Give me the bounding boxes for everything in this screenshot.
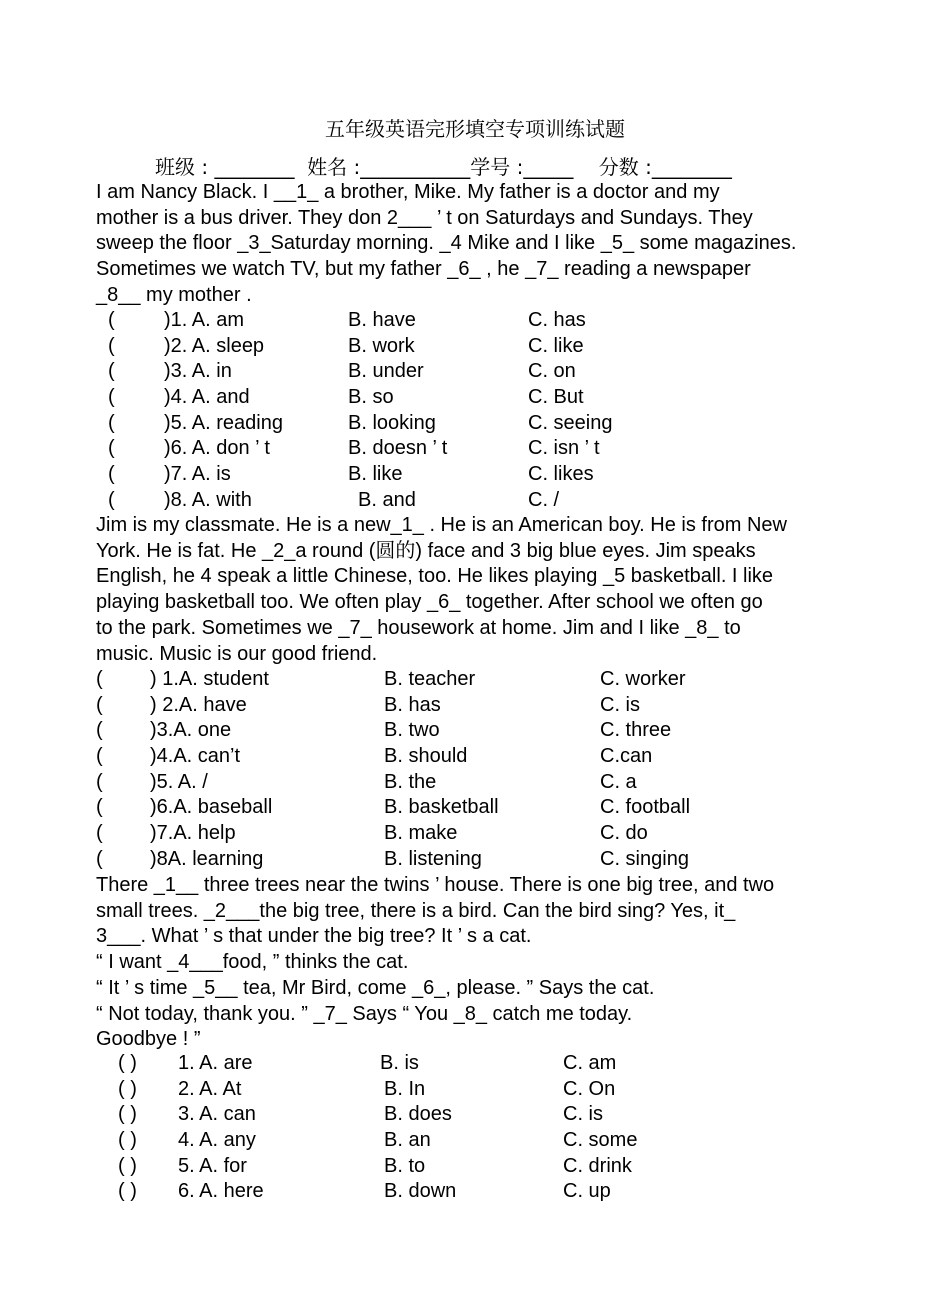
passage-line: “ Not today, thank you. ” _7_ Says “ You _8_ catch me today. xyxy=(96,1002,633,1025)
passage-line: I am Nancy Black. I __1_ a brother, Mike. My father is a doctor and my xyxy=(96,181,720,203)
option-a: 5. A. for xyxy=(178,1154,247,1177)
option-row xyxy=(0,385,950,411)
passage-line: Goodbye ! ” xyxy=(96,1028,201,1051)
option-a: ) 2.A. have xyxy=(150,693,247,716)
passage-1 xyxy=(96,180,946,309)
passage-line: Jim is my classmate. He is a new_1_ . He is an American boy. He is from New xyxy=(96,514,787,536)
option-a: )2. A. sleep xyxy=(164,334,265,357)
passage-line: to the park. Sometimes we _7_ housework at home. Jim and I like _8_ to xyxy=(96,616,741,639)
option-row xyxy=(0,411,950,437)
option-c: C. On xyxy=(563,1077,616,1100)
option-c: C. like xyxy=(528,334,584,357)
option-c: C. three xyxy=(600,719,672,742)
answer-paren: ( xyxy=(96,693,103,716)
option-b: B. basketball xyxy=(384,796,499,819)
answer-paren: ( ) xyxy=(118,1103,137,1126)
option-b: B. have xyxy=(348,309,416,331)
passage-line: “ I want _4___food, ” thinks the cat. xyxy=(96,951,409,974)
option-row xyxy=(0,1051,950,1077)
passage-line: English, he 4 speak a little Chinese, too. He likes playing _5 basketball. I like xyxy=(96,565,774,588)
option-row xyxy=(0,667,950,693)
option-c: C. has xyxy=(528,309,586,331)
option-b: B. work xyxy=(348,334,415,357)
option-row xyxy=(0,1102,950,1128)
answer-paren: ( ) xyxy=(118,1077,137,1100)
option-a: )8. A. with xyxy=(164,488,252,511)
option-b: B. two xyxy=(384,719,440,742)
option-c: C. on xyxy=(528,360,576,383)
answer-paren: ( xyxy=(96,770,103,793)
option-row xyxy=(0,744,950,770)
passage-line: _8__ my mother . xyxy=(96,283,252,306)
option-b: B. the xyxy=(384,770,437,793)
option-c: C. is xyxy=(563,1103,603,1126)
option-c: C. But xyxy=(528,386,584,409)
answer-paren: ( xyxy=(108,334,115,357)
passage-line: York. He is fat. He _2_a round (圆的) face and 3 big blue eyes. Jim speaks xyxy=(96,539,756,562)
option-a: )4. A. and xyxy=(164,386,250,409)
option-row xyxy=(0,770,950,796)
option-b: B. down xyxy=(384,1180,457,1203)
passage-line: “ It ’ s time _5__ tea, Mr Bird, come _6_, please. ” Says the cat. xyxy=(96,976,655,999)
option-c: C. a xyxy=(600,770,637,793)
option-b: B. is xyxy=(380,1052,419,1074)
answer-paren: ( xyxy=(96,822,103,845)
option-a: 3. A. can xyxy=(178,1103,256,1126)
option-a: 4. A. any xyxy=(178,1129,256,1152)
worksheet-title: 五年级英语完形填空专项训练试题 xyxy=(325,117,625,141)
option-b: B. In xyxy=(384,1077,426,1100)
option-b: B. does xyxy=(384,1103,452,1126)
option-b: B. make xyxy=(384,822,458,845)
options-3 xyxy=(0,1051,950,1205)
answer-paren: ( xyxy=(96,796,103,819)
option-b: B. and xyxy=(358,488,416,511)
answer-paren: ( ) xyxy=(118,1180,137,1203)
answer-paren: ( xyxy=(96,847,103,870)
passage-line: small trees. _2___the big tree, there is a bird. Can the bird sing? Yes, it_ xyxy=(96,899,736,922)
answer-paren: ( xyxy=(108,437,115,460)
option-a: )6.A. baseball xyxy=(150,796,273,819)
option-c: C. singing xyxy=(600,847,689,870)
option-c: C. worker xyxy=(600,668,686,690)
option-row xyxy=(0,359,950,385)
option-row xyxy=(0,718,950,744)
option-b: B. under xyxy=(348,360,424,383)
passage-2 xyxy=(96,513,946,667)
option-a: )1. A. am xyxy=(164,309,245,331)
option-c: C. isn ’ t xyxy=(528,437,600,460)
option-a: )8A. learning xyxy=(150,847,264,870)
option-a: )4.A. can’t xyxy=(150,745,241,768)
option-row xyxy=(0,488,950,514)
passage-line: sweep the floor _3_Saturday morning. _4 Mike and I like _5_ some magazines. xyxy=(96,232,797,255)
option-b: B. to xyxy=(384,1154,426,1177)
option-c: C. / xyxy=(528,488,560,511)
option-row xyxy=(0,1128,950,1154)
answer-paren: ( ) xyxy=(118,1052,137,1074)
option-c: C.can xyxy=(600,745,653,768)
option-a: )6. A. don ’ t xyxy=(164,437,270,460)
answer-paren: ( xyxy=(108,463,115,486)
passage-line: music. Music is our good friend. xyxy=(96,642,378,665)
option-b: B. doesn ’ t xyxy=(348,437,448,460)
passage-3 xyxy=(96,873,946,1053)
option-a: )3. A. in xyxy=(164,360,232,383)
option-b: B. so xyxy=(348,386,394,409)
answer-paren: ( xyxy=(108,488,115,511)
option-b: B. looking xyxy=(348,411,436,434)
option-row xyxy=(0,462,950,488)
option-a: ) 1.A. student xyxy=(150,668,269,690)
option-c: C. am xyxy=(563,1052,617,1074)
option-row xyxy=(0,821,950,847)
passage-line: Sometimes we watch TV, but my father _6_ , he _7_ reading a newspaper xyxy=(96,258,751,281)
option-c: C. likes xyxy=(528,463,594,486)
option-row xyxy=(0,436,950,462)
option-row xyxy=(0,1154,950,1180)
option-row xyxy=(0,308,950,334)
option-row xyxy=(0,334,950,360)
answer-paren: ( xyxy=(96,668,103,690)
passage-line: There _1__ three trees near the twins ’ house. There is one big tree, and two xyxy=(96,874,775,896)
option-row xyxy=(0,693,950,719)
answer-paren: ( xyxy=(96,745,103,768)
option-b: B. listening xyxy=(384,847,482,870)
option-b: B. has xyxy=(384,693,441,716)
option-a: )7.A. help xyxy=(150,822,236,845)
answer-paren: ( xyxy=(108,411,115,434)
option-a: 2. A. At xyxy=(178,1077,242,1100)
passage-line: playing basketball too. We often play _6_ together. After school we often go xyxy=(96,591,763,614)
option-row xyxy=(0,795,950,821)
option-a: 1. A. are xyxy=(178,1052,253,1074)
option-c: C. football xyxy=(600,796,691,819)
option-c: C. some xyxy=(563,1129,638,1152)
answer-paren: ( ) xyxy=(118,1154,137,1177)
option-b: B. should xyxy=(384,745,468,768)
option-a: )5. A. / xyxy=(150,770,208,793)
option-a: )5. A. reading xyxy=(164,411,283,434)
option-a: )3.A. one xyxy=(150,719,232,742)
options-1 xyxy=(0,308,950,514)
option-row xyxy=(0,1077,950,1103)
option-row xyxy=(0,1179,950,1205)
option-c: C. seeing xyxy=(528,411,613,434)
answer-paren: ( xyxy=(96,719,103,742)
option-b: B. an xyxy=(384,1129,431,1152)
answer-paren: ( ) xyxy=(118,1129,137,1152)
option-c: C. up xyxy=(563,1180,611,1203)
option-c: C. do xyxy=(600,822,648,845)
answer-paren: ( xyxy=(108,309,115,331)
passage-line: 3___. What ’ s that under the big tree? It ’ s a cat. xyxy=(96,925,532,948)
answer-paren: ( xyxy=(108,386,115,409)
passage-line: mother is a bus driver. They don 2___ ’ t on Saturdays and Sundays. They xyxy=(96,206,753,229)
option-b: B. teacher xyxy=(384,668,476,690)
options-2 xyxy=(0,667,950,873)
answer-paren: ( xyxy=(108,360,115,383)
option-a: )7. A. is xyxy=(164,463,231,486)
option-c: C. is xyxy=(600,693,640,716)
student-info-line: 班级 : ________ 姓名 :___________学号 :_____ 分数 :________ xyxy=(155,155,732,179)
option-row xyxy=(0,847,950,873)
option-a: 6. A. here xyxy=(178,1180,264,1203)
option-b: B. like xyxy=(348,463,403,486)
option-c: C. drink xyxy=(563,1154,632,1177)
